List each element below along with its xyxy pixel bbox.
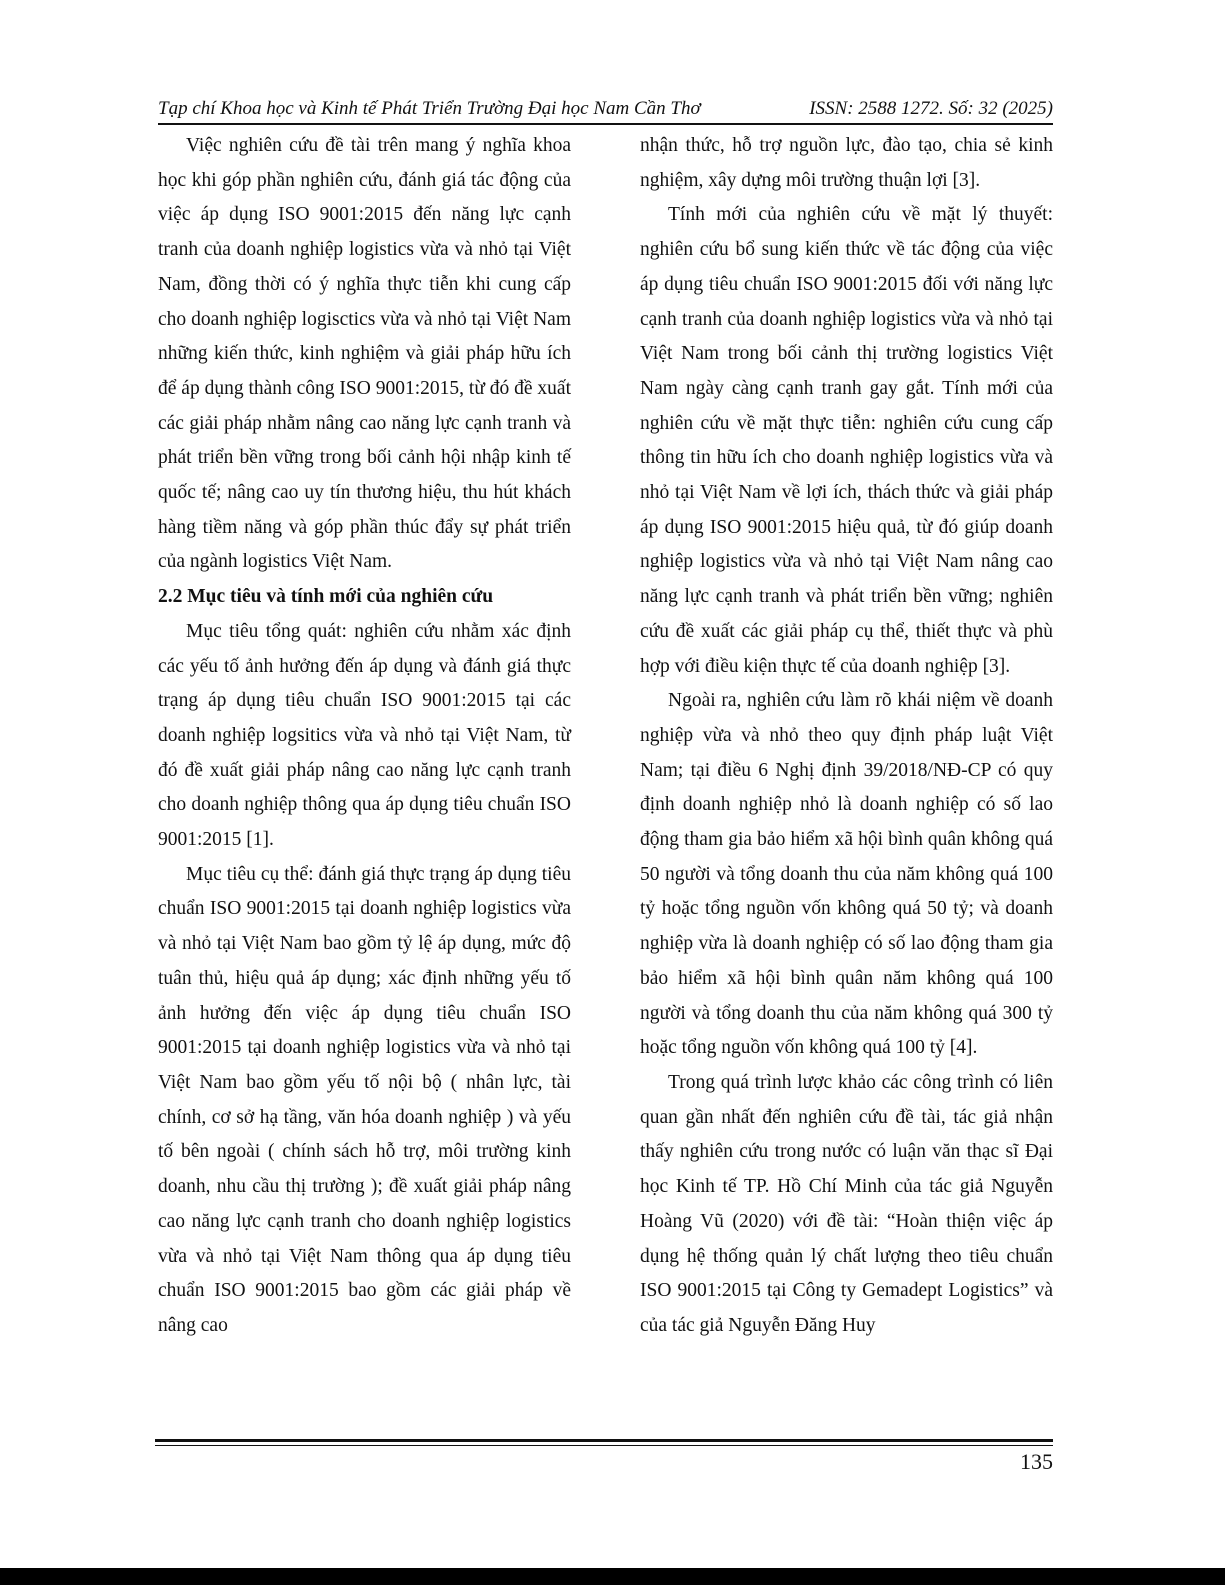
paragraph: Tính mới của nghiên cứu về mặt lý thuyết: nghiên cứu bổ sung kiến thức về tác động của việc áp dụng tiêu chuẩn ISO 9001:2015 đối với năng lực cạnh tranh của doanh nghiệp logistics vừa và nhỏ tại Việt Nam trong bối cảnh thị trường logistics Việt Nam ngày càng cạnh tranh gay gắt. Tính mới của nghiên cứu về mặt thực tiễn: nghiên cứu cung cấp thông tin hữu ích cho doanh nghiệp logistics vừa và nhỏ tại Việt Nam về lợi ích, thách thức và giải pháp áp dụng ISO 9001:2015 hiệu quả, từ đó giúp doanh nghiệp logistics vừa và nhỏ tại Việt Nam nâng cao năng lực cạnh tranh và phát triển bền vững; nghiên cứu đề xuất các giải pháp cụ thể, thiết thực và phù hợp với điều kiện thực tế của doanh nghiệp [3]. [640, 204, 1053, 677]
right-column [640, 129, 1053, 1344]
paragraph: Trong quá trình lược khảo các công trình có liên quan gần nhất đến nghiên cứu đề tài, tác giả nhận thấy nghiên cứu trong nước có luận văn thạc sĩ Đại học Kinh tế TP. Hồ Chí Minh của tác giả Nguyễn Hoàng Vũ (2020) với đề tài: “Hoàn thiện việc áp dụng hệ thống quản lý chất lượng theo tiêu chuẩn ISO 9001:2015 tại Công ty Gemadept Logistics” và của tác giả Nguyễn Đăng Huy [640, 1071, 1053, 1336]
paragraph: Ngoài ra, nghiên cứu làm rõ khái niệm về doanh nghiệp vừa và nhỏ theo quy định pháp luật Việt Nam; tại điều 6 Nghị định 39/2018/NĐ-CP có quy định doanh nghiệp nhỏ là doanh nghiệp có số lao động tham gia bảo hiểm xã hội bình quân không quá 50 người và tổng doanh thu của năm không quá 100 tỷ hoặc tổng nguồn vốn không quá 50 tỷ; và doanh nghiệp vừa là doanh nghiệp có số lao động tham gia bảo hiểm xã hội bình quân năm không quá 100 người và tổng doanh thu của năm không quá 300 tỷ hoặc tổng nguồn vốn không quá 100 tỷ [4]. [640, 690, 1053, 1059]
header-rule [158, 123, 1053, 125]
paragraph: Việc nghiên cứu đề tài trên mang ý nghĩa khoa học khi góp phần nghiên cứu, đánh giá tác động của việc áp dụng ISO 9001:2015 đến năng lực cạnh tranh của doanh nghiệp logistics vừa và nhỏ tại Việt Nam, đồng thời có ý nghĩa thực tiễn khi cung cấp cho doanh nghiệp logisctics vừa và nhỏ tại Việt Nam những kiến thức, kinh nghiệm và giải pháp hữu ích để áp dụng thành công ISO 9001:2015, từ đó đề xuất các giải pháp nhằm nâng cao năng lực cạnh tranh và phát triển bền vững trong bối cảnh hội nhập kinh tế quốc tế; nâng cao uy tín thương hiệu, thu hút khách hàng tiềm năng và góp phần thúc đẩy sự phát triển của ngành logistics Việt Nam. [158, 135, 571, 573]
left-column [158, 129, 571, 1344]
bottom-bar [0, 1568, 1225, 1585]
issn-issue: ISSN: 2588 1272. Số: 32 (2025) [809, 98, 1053, 119]
paragraph: Mục tiêu cụ thể: đánh giá thực trạng áp dụng tiêu chuẩn ISO 9001:2015 tại doanh nghiệp logistics vừa và nhỏ tại Việt Nam bao gồm tỷ lệ áp dụng, mức độ tuân thủ, hiệu quả áp dụng; xác định những yếu tố ảnh hưởng đến việc áp dụng tiêu chuẩn ISO 9001:2015 tại doanh nghiệp logistics vừa và nhỏ tại Việt Nam bao gồm yếu tố nội bộ ( nhân lực, tài chính, cơ sở hạ tầng, văn hóa doanh nghiệp ) và yếu tố bên ngoài ( chính sách hỗ trợ, môi trường kinh doanh, nhu cầu thị trường ); đề xuất giải pháp nâng cao năng lực cạnh tranh cho doanh nghiệp logistics vừa và nhỏ tại Việt Nam thông qua áp dụng tiêu chuẩn ISO 9001:2015 bao gồm các giải pháp về nâng cao [158, 863, 571, 1336]
page-number: 135 [1020, 1449, 1053, 1474]
paragraph: nhận thức, hỗ trợ nguồn lực, đào tạo, chia sẻ kinh nghiệm, xây dựng môi trường thuận lợi [3]. [640, 135, 1053, 191]
journal-title: Tạp chí Khoa học và Kinh tế Phát Triển Trường Đại học Nam Cần Thơ [158, 98, 701, 119]
section-heading: 2.2 Mục tiêu và tính mới của nghiên cứu [158, 586, 494, 608]
paragraph: Mục tiêu tổng quát: nghiên cứu nhằm xác định các yếu tố ảnh hưởng đến áp dụng và đánh giá thực trạng áp dụng tiêu chuẩn ISO 9001:2015 tại các doanh nghiệp logsitics vừa và nhỏ tại Việt Nam, từ đó đề xuất giải pháp nâng cao năng lực cạnh tranh cho doanh nghiệp thông qua áp dụng tiêu chuẩn ISO 9001:2015 [1]. [158, 620, 571, 851]
footer-rule-thick [155, 1439, 1053, 1442]
footer-rule-thin [155, 1445, 1053, 1446]
